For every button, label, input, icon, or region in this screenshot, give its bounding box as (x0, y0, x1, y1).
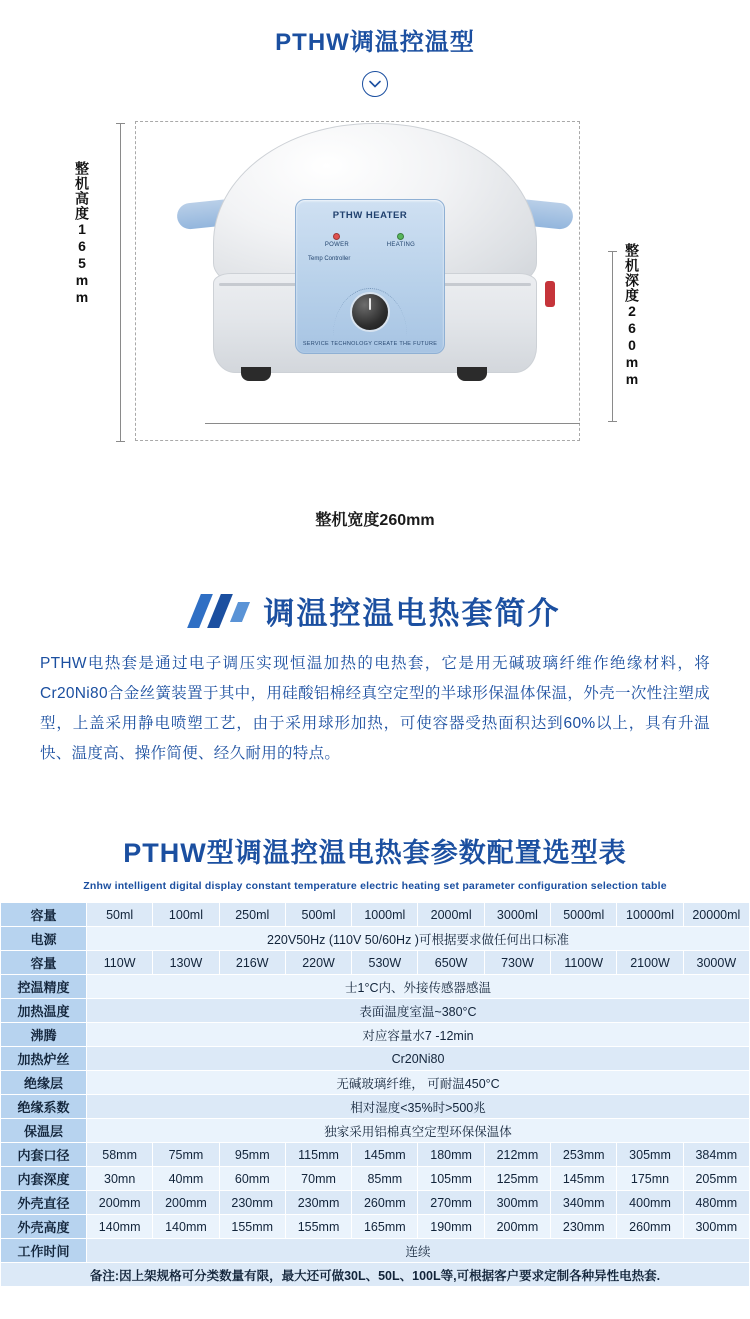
table-cell: 115mm (285, 1143, 351, 1167)
table-row-header: 电源 (1, 927, 87, 951)
depth-dimension-cap-bottom (608, 421, 617, 422)
table-cell: 165mm (352, 1215, 418, 1239)
table-cell: 100ml (153, 903, 219, 927)
spec-subtitle: Znhw intelligent digital display constant temperature electric heating set parameter configuration selection table (83, 880, 667, 892)
heating-led-label: HEATING (386, 242, 416, 248)
table-cell: 3000ml (484, 903, 550, 927)
slash-decoration-icon (190, 596, 250, 626)
table-note: 备注:因上架规格可分类数量有限，最大还可做30L、50L、100L等,可根据客户要求定制各种异性电热套. (1, 1263, 750, 1287)
product-image (185, 123, 565, 403)
table-cell: 相对湿度<35%时>500兆 (87, 1095, 750, 1119)
table-cell: 70mm (285, 1167, 351, 1191)
table-cell: 3000W (683, 951, 749, 975)
depth-dimension-label: 整机深度260mm (624, 243, 640, 388)
table-row (1, 1095, 750, 1119)
power-switch-icon[interactable] (545, 281, 555, 307)
table-row (1, 1119, 750, 1143)
power-indicator (325, 233, 349, 248)
table-cell: 2100W (617, 951, 683, 975)
table-cell: 125mm (484, 1167, 550, 1191)
table-row (1, 975, 750, 999)
product-dimension-diagram (0, 103, 750, 503)
width-dimension-line (205, 423, 580, 424)
table-cell: 730W (484, 951, 550, 975)
table-row-header: 加热炉丝 (1, 1047, 87, 1071)
table-cell: 220W (285, 951, 351, 975)
table-cell: 130W (153, 951, 219, 975)
table-cell: 75mm (153, 1143, 219, 1167)
table-row-header: 绝缘层 (1, 1071, 87, 1095)
table-cell: 260mm (617, 1215, 683, 1239)
table-cell: 95mm (219, 1143, 285, 1167)
table-row (1, 903, 750, 927)
table-cell: 230mm (219, 1191, 285, 1215)
height-dimension-line (120, 123, 121, 441)
table-cell: 180mm (418, 1143, 484, 1167)
table-row-header: 工作时间 (1, 1239, 87, 1263)
table-cell: 340mm (551, 1191, 617, 1215)
table-note-row (1, 1263, 750, 1287)
table-row-header: 容量 (1, 903, 87, 927)
indicator-lights (296, 233, 444, 248)
table-cell: 士1°C内、外接传感器感温 (87, 975, 750, 999)
page-title: PTHW调温控温型 (275, 29, 475, 56)
table-cell: 200mm (484, 1215, 550, 1239)
temperature-knob[interactable] (350, 292, 390, 332)
table-row (1, 1167, 750, 1191)
table-cell: 独家采用铝棉真空定型环保保温体 (87, 1119, 750, 1143)
table-cell: 连续 (87, 1239, 750, 1263)
table-cell: 250ml (219, 903, 285, 927)
table-cell: 175mn (617, 1167, 683, 1191)
height-dimension-cap-bottom (116, 441, 125, 442)
height-dimension-label: 整机高度165mm (74, 161, 90, 306)
table-cell: 105mm (418, 1167, 484, 1191)
table-cell: 58mm (87, 1143, 153, 1167)
table-cell: 140mm (87, 1215, 153, 1239)
table-cell: 480mm (683, 1191, 749, 1215)
table-row-header: 外壳高度 (1, 1215, 87, 1239)
power-led-label: POWER (324, 242, 350, 248)
table-cell: 305mm (617, 1143, 683, 1167)
table-row (1, 1239, 750, 1263)
table-cell: 50ml (87, 903, 153, 927)
table-cell: 253mm (551, 1143, 617, 1167)
scroll-down-indicator[interactable] (0, 71, 750, 97)
table-cell: 216W (219, 951, 285, 975)
table-cell: 200mm (87, 1191, 153, 1215)
table-cell: 190mm (418, 1215, 484, 1239)
power-led-icon (333, 233, 340, 240)
table-cell: 230mm (551, 1215, 617, 1239)
table-cell: 270mm (418, 1191, 484, 1215)
intro-paragraph: PTHW电热套是通过电子调压实现恒温加热的电热套，它是用无碱玻璃纤维作绝缘材料，将Cr20Ni80合金丝簧装置于其中，用硅酸铝棉经真空定型的半球形保温体保温，外壳一次性注塑成型，上盖采用静电喷塑工艺，由于采用球形加热，可使容器受热面积达到60%以上，具有升温快、温度高、操作简便、经久耐用的特点。 (40, 655, 710, 762)
product-foot (457, 367, 487, 381)
heating-led-icon (397, 233, 404, 240)
table-row (1, 1215, 750, 1239)
table-cell: 1100W (551, 951, 617, 975)
table-cell: 140mm (153, 1215, 219, 1239)
table-row-header: 内套口径 (1, 1143, 87, 1167)
table-row (1, 1047, 750, 1071)
table-cell: 85mm (352, 1167, 418, 1191)
table-cell: 2000ml (418, 903, 484, 927)
table-row-header: 外壳直径 (1, 1191, 87, 1215)
table-row (1, 951, 750, 975)
table-cell: 650W (418, 951, 484, 975)
table-cell: 212mm (484, 1143, 550, 1167)
chevron-down-icon[interactable] (362, 71, 388, 97)
panel-footer-text: SERVICE TECHNOLOGY CREATE THE FUTURE (302, 341, 438, 347)
intro-heading (0, 588, 750, 633)
table-cell: 145mm (352, 1143, 418, 1167)
table-row-header: 内套深度 (1, 1167, 87, 1191)
table-row (1, 999, 750, 1023)
panel-brand-label: PTHW HEATER (332, 210, 408, 221)
intro-title: 调温控温电热套简介 (263, 596, 561, 631)
spec-table (0, 902, 750, 1287)
table-row (1, 1143, 750, 1167)
spec-title: PTHW型调温控温电热套参数配置选型表 (123, 838, 627, 868)
heating-indicator (387, 233, 415, 248)
table-row (1, 1023, 750, 1047)
table-cell: 260mm (352, 1191, 418, 1215)
table-row-header: 保温层 (1, 1119, 87, 1143)
table-row (1, 1071, 750, 1095)
depth-dimension-line (612, 251, 613, 421)
intro-section (0, 588, 750, 769)
table-row-header: 加热温度 (1, 999, 87, 1023)
table-cell: 145mm (551, 1167, 617, 1191)
table-cell: 155mm (219, 1215, 285, 1239)
table-row (1, 1191, 750, 1215)
table-row (1, 927, 750, 951)
table-cell: 无碱玻璃纤维， 可耐温450°C (87, 1071, 750, 1095)
table-cell: 30mn (87, 1167, 153, 1191)
table-cell: 60mm (219, 1167, 285, 1191)
table-cell: 40mm (153, 1167, 219, 1191)
control-panel (295, 199, 445, 354)
table-cell: 300mm (683, 1215, 749, 1239)
table-cell: Cr20Ni80 (87, 1047, 750, 1071)
table-cell: 200mm (153, 1191, 219, 1215)
table-cell: 300mm (484, 1191, 550, 1215)
depth-dimension-cap-top (608, 251, 617, 252)
table-cell: 220V50Hz (110V 50/60Hz )可根据要求做任何出口标准 (87, 927, 750, 951)
table-cell: 1000ml (352, 903, 418, 927)
table-row-header: 控温精度 (1, 975, 87, 999)
table-cell: 10000ml (617, 903, 683, 927)
table-cell: 5000ml (551, 903, 617, 927)
table-cell: 110W (87, 951, 153, 975)
table-row-header: 容量 (1, 951, 87, 975)
table-cell: 500ml (285, 903, 351, 927)
table-cell: 384mm (683, 1143, 749, 1167)
height-dimension-cap-top (116, 123, 125, 124)
spec-section (0, 831, 750, 1287)
table-cell: 205mm (683, 1167, 749, 1191)
table-cell: 表面温度室温~380°C (87, 999, 750, 1023)
chevron-down-glyph (369, 80, 381, 89)
table-cell: 230mm (285, 1191, 351, 1215)
table-cell: 20000ml (683, 903, 749, 927)
width-dimension-label: 整机宽度260mm (315, 512, 435, 529)
table-cell: 400mm (617, 1191, 683, 1215)
table-cell: 530W (352, 951, 418, 975)
table-cell: 对应容量水7 -12min (87, 1023, 750, 1047)
table-cell: 155mm (285, 1215, 351, 1239)
product-foot (241, 367, 271, 381)
temp-controller-label: Temp Controller (308, 256, 351, 262)
table-row-header: 沸腾 (1, 1023, 87, 1047)
table-row-header: 绝缘系数 (1, 1095, 87, 1119)
